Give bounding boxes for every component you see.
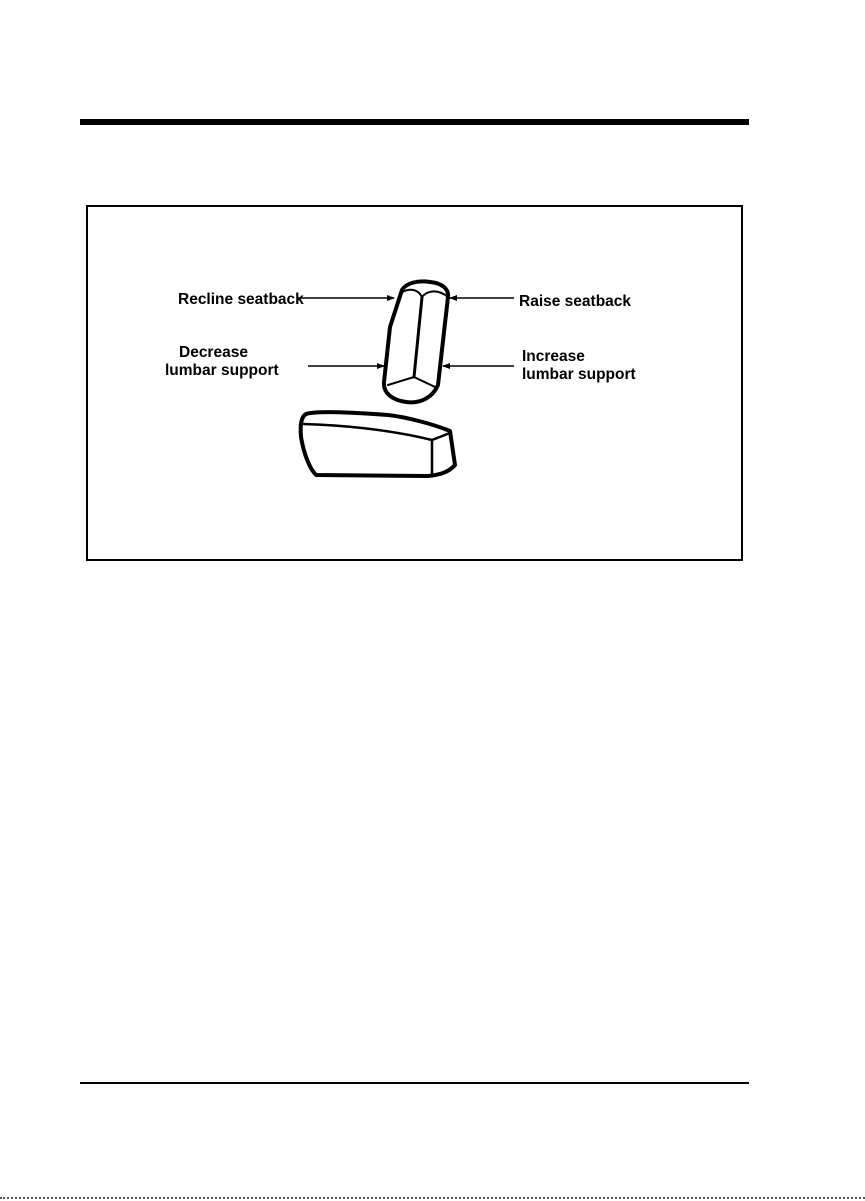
- footer-rule: [80, 1082, 749, 1084]
- page-edge: [0, 1197, 865, 1199]
- seat-cushion-control-icon: [301, 412, 455, 476]
- seatback-control-icon: [384, 281, 448, 402]
- seat-controls-figure: [86, 205, 743, 561]
- increase-lumbar-label-line2: lumbar support: [522, 366, 636, 383]
- header-rule: [80, 119, 749, 125]
- recline-seatback-label: Recline seatback: [178, 291, 304, 308]
- increase-lumbar-label-line1: Increase: [522, 348, 585, 365]
- raise-seatback-label: Raise seatback: [519, 293, 632, 310]
- decrease-lumbar-label-line2: lumbar support: [165, 362, 279, 379]
- decrease-lumbar-label-line1: Decrease: [179, 344, 248, 361]
